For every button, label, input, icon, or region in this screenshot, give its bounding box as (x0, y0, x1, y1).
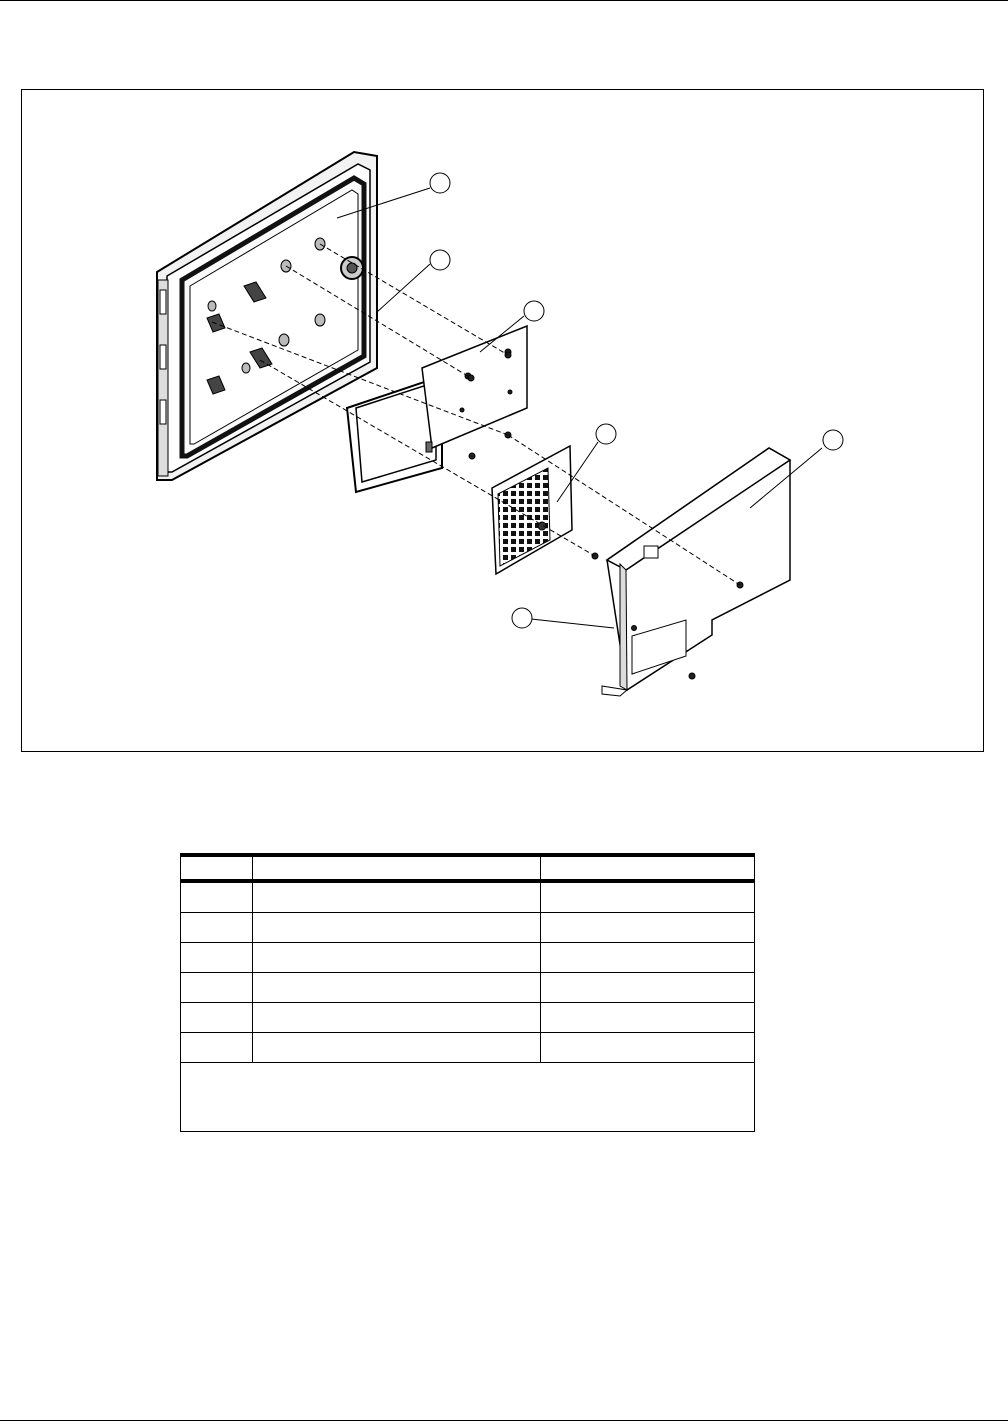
callout-4 (596, 424, 616, 444)
exploded-view-figure (21, 89, 984, 752)
callout-5 (823, 430, 843, 450)
perforated-board (492, 446, 572, 574)
cell-part-number (541, 943, 755, 973)
cell-item (181, 1003, 253, 1033)
parts-list-table (180, 853, 755, 1132)
cell-item (181, 1033, 253, 1063)
table-row (181, 943, 755, 973)
cell-description (253, 1033, 541, 1063)
table-note-row (181, 1063, 755, 1132)
table-row (181, 881, 755, 913)
table-row (181, 913, 755, 943)
cell-item (181, 913, 253, 943)
door-frame (157, 152, 377, 480)
mounting-plate (422, 326, 527, 452)
cell-description (253, 881, 541, 913)
cell-item (181, 881, 253, 913)
cell-part-number (541, 913, 755, 943)
exploded-view-drawing (22, 90, 985, 753)
header-rule (0, 0, 1008, 1)
cell-part-number (541, 1003, 755, 1033)
cell-description (253, 1003, 541, 1033)
table-header-row (181, 855, 755, 881)
header-part-number (541, 855, 755, 881)
cell-description (253, 973, 541, 1003)
cover-panel (602, 448, 790, 696)
header-item (181, 855, 253, 881)
cell-part-number (541, 973, 755, 1003)
callout-2 (430, 250, 450, 270)
table-row (181, 1033, 755, 1063)
cell-part-number (541, 881, 755, 913)
cell-part-number (541, 1033, 755, 1063)
table-note (181, 1063, 755, 1132)
table-row (181, 1003, 755, 1033)
callout-3 (524, 301, 544, 321)
footer-rule (0, 1420, 1008, 1421)
callout-1 (430, 173, 450, 193)
header-description (253, 855, 541, 881)
cell-description (253, 913, 541, 943)
cell-item (181, 973, 253, 1003)
cell-item (181, 943, 253, 973)
cell-description (253, 943, 541, 973)
table-row (181, 973, 755, 1003)
callout-6 (512, 608, 532, 628)
